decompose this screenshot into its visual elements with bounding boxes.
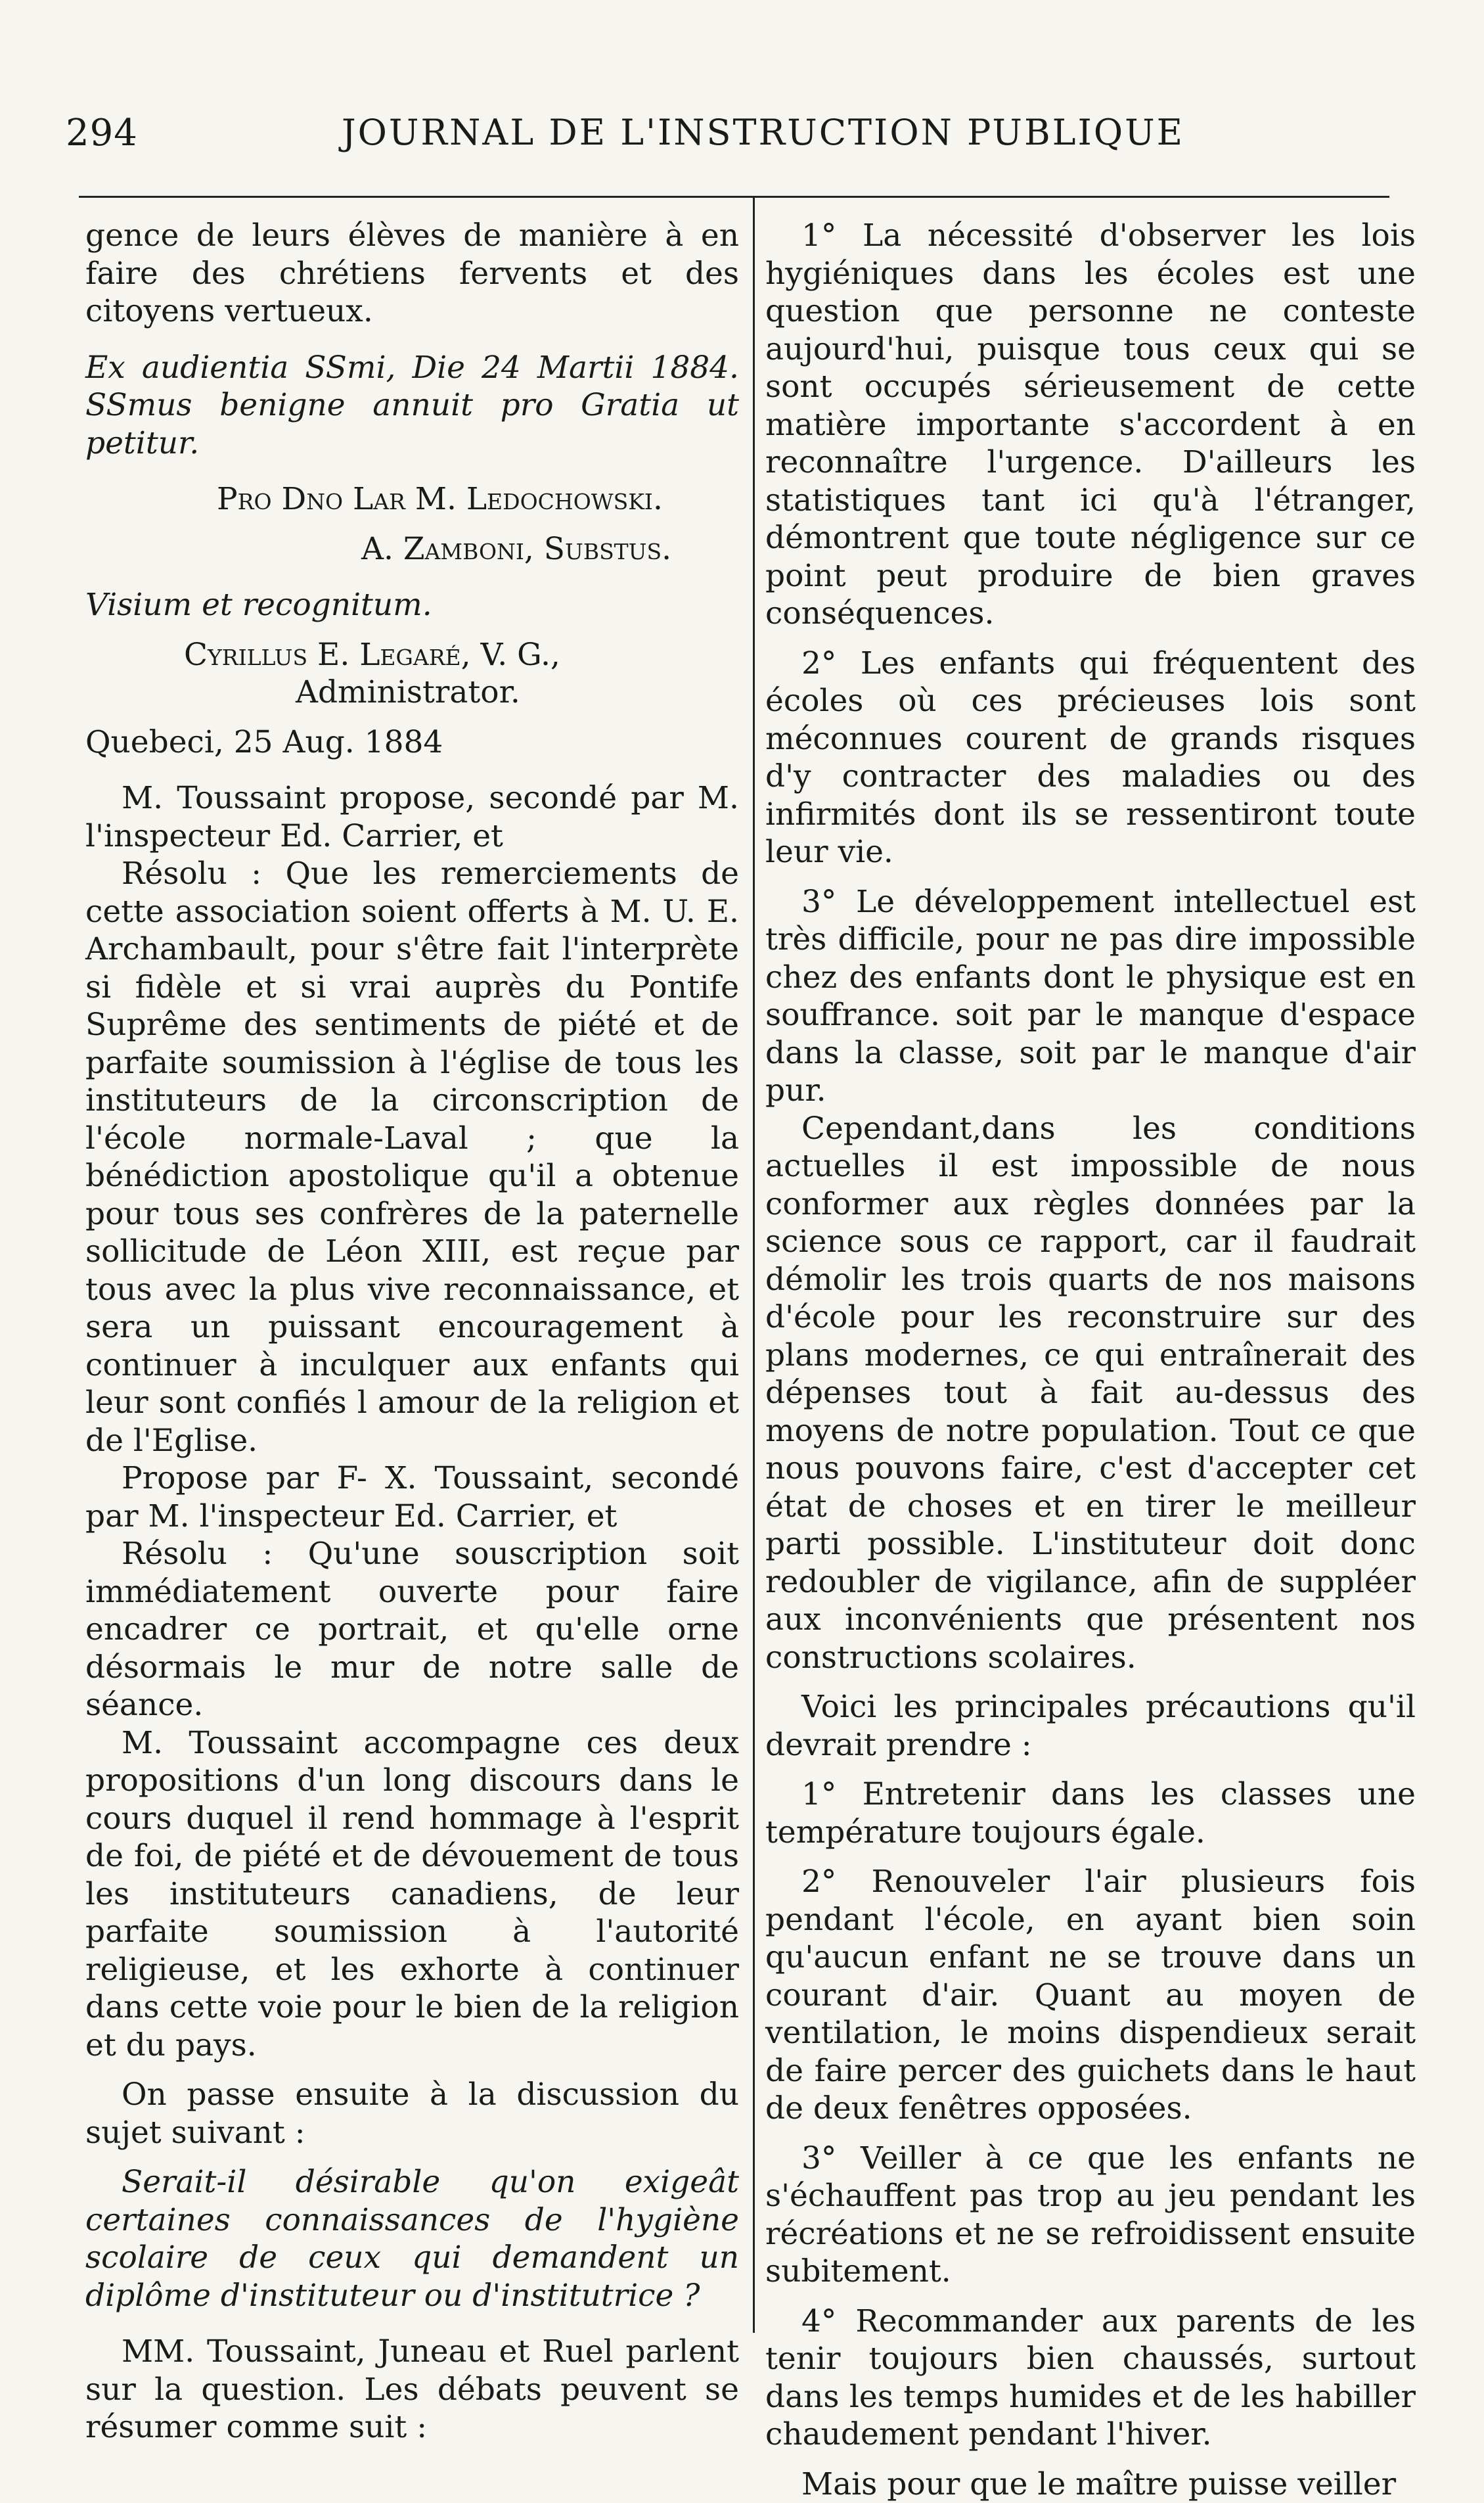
running-title: JOURNAL DE L'INSTRUCTION PUBLIQUE xyxy=(342,112,1184,153)
paragraph: 1° La nécessité d'observer les lois hygiéniques dans les écoles est une question que personne ne conteste aujourd'hui, puisque tous ceux qui se sont occupés sérieusement de cette matière importante s'accordent à en reconnaître l'urgence. D'ailleurs les statistiques tant ici qu'à l'étranger, démontrent que toute négligence sur ce point peut produire de bien graves conséquences. xyxy=(765,217,1416,633)
right-column xyxy=(765,217,1416,2503)
list-item: 1° Entretenir dans les classes une température toujours égale. xyxy=(765,1776,1416,1851)
discussion-question: Serait-il désirable qu'on exigeât certaines connaissances de l'hygiène scolaire de ceux qui demandent un diplôme d'instituteur ou d'institutrice ? xyxy=(85,2163,739,2314)
audience-note: Ex audientia SSmi, Die 24 Martii 1884. SSmus benigne annuit pro Gratia ut petitur. xyxy=(85,349,739,463)
column-divider xyxy=(753,197,755,2333)
paragraph: On passe ensuite à la discussion du sujet suivant : xyxy=(85,2076,739,2151)
signature-title: Administrator. xyxy=(85,674,739,712)
paragraph: Mais pour que le maître puisse veiller xyxy=(765,2466,1416,2503)
list-item: 3° Veiller à ce que les enfants ne s'échauffent pas trop au jeu pendant les récréations et ne se refroidissent ensuite subitement. xyxy=(765,2140,1416,2291)
signature-line: Cyrillus E. Legaré, V. G., xyxy=(85,636,739,674)
paragraph: Résolu : Qu'une souscription soit immédiatement ouverte pour faire encadrer ce portrait, et qu'elle orne désormais le mur de notre salle de séance. xyxy=(85,1535,739,1724)
paragraph: Cependant,dans les conditions actuelles il est impossible de nous conformer aux règles données par la science sous ce rapport, car il faudrait démolir les trois quarts de nos maisons d'école pour les reconstruire sur des plans modernes, ce qui entraînerait des dépenses tout à fait au-dessus des moyens de notre population. Tout ce que nous pouvons faire, c'est d'accepter cet état de choses et en tirer le meilleur parti possible. L'instituteur doit donc redoubler de vigilance, afin de suppléer aux inconvénients que présentent nos constructions scolaires. xyxy=(765,1110,1416,1677)
paragraph: Propose par F- X. Toussaint, secondé par M. l'inspecteur Ed. Carrier, et xyxy=(85,1459,739,1535)
paragraph: Résolu : Que les remerciements de cette association soient offerts à M. U. E. Archambault, pour s'être fait l'interprète si fidèle et si vrai auprès du Pontife Suprême des sentiments de piété et de parfaite soumission à l'église de tous les instituteurs de la circonscription de l'école normale-Laval ; que la bénédiction apostolique qu'il a obtenue pour tous ses confrères de la paternelle sollicitude de Léon XIII, est reçue par tous avec la plus vive reconnaissance, et sera un puissant encouragement à continuer à inculquer aux enfants qui leur sont confiés l amour de la religion et de l'Eglise. xyxy=(85,855,739,1459)
list-item: 2° Renouveler l'air plusieurs fois pendant l'école, en ayant bien soin qu'aucun enfant ne se trouve dans un courant d'air. Quant au moyen de ventilation, le moins dispendieux serait de faire percer des guichets dans le haut de deux fenêtres opposées. xyxy=(765,1863,1416,2128)
paragraph: Voici les principales précautions qu'il devrait prendre : xyxy=(765,1688,1416,1764)
paragraph: gence de leurs élèves de manière à en faire des chrétiens fervents et des citoyens vertueux. xyxy=(85,217,739,331)
signature-line: A. Zamboni, Substus. xyxy=(85,530,739,568)
place-date: Quebeci, 25 Aug. 1884 xyxy=(85,723,739,762)
list-item: 4° Recommander aux parents de les tenir toujours bien chaussés, surtout dans les temps humides et de les habiller chaudement pendant l'hiver. xyxy=(765,2303,1416,2454)
paragraph: M. Toussaint accompagne ces deux propositions d'un long discours dans le cours duquel il rend hommage à l'esprit de foi, de piété et de dévouement de tous les instituteurs canadiens, de leur parfaite soumission à l'autorité religieuse, et les exhorte à continuer dans cette voie pour le bien de la religion et du pays. xyxy=(85,1724,739,2065)
left-column xyxy=(85,217,739,2446)
page-number: 294 xyxy=(66,112,138,154)
visium-line: Visium et recognitum. xyxy=(85,586,739,624)
signature-line: Pro Dno Lar M. Ledochowski. xyxy=(85,480,739,518)
paragraph: 3° Le développement intellectuel est très difficile, pour ne pas dire impossible chez des enfants dont le physique est en souffrance. soit par le manque d'espace dans la classe, soit par le manque d'air pur. xyxy=(765,883,1416,1110)
header-rule xyxy=(79,196,1389,198)
paragraph: 2° Les enfants qui fréquentent des écoles où ces précieuses lois sont méconnues courent de grands risques d'y contracter des maladies ou des infirmités dont ils se ressentiront toute leur vie. xyxy=(765,645,1416,871)
paragraph: MM. Toussaint, Juneau et Ruel parlent sur la question. Les débats peuvent se résumer comme suit : xyxy=(85,2333,739,2446)
paragraph: M. Toussaint propose, secondé par M. l'inspecteur Ed. Carrier, et xyxy=(85,779,739,855)
page-header xyxy=(66,99,1393,171)
